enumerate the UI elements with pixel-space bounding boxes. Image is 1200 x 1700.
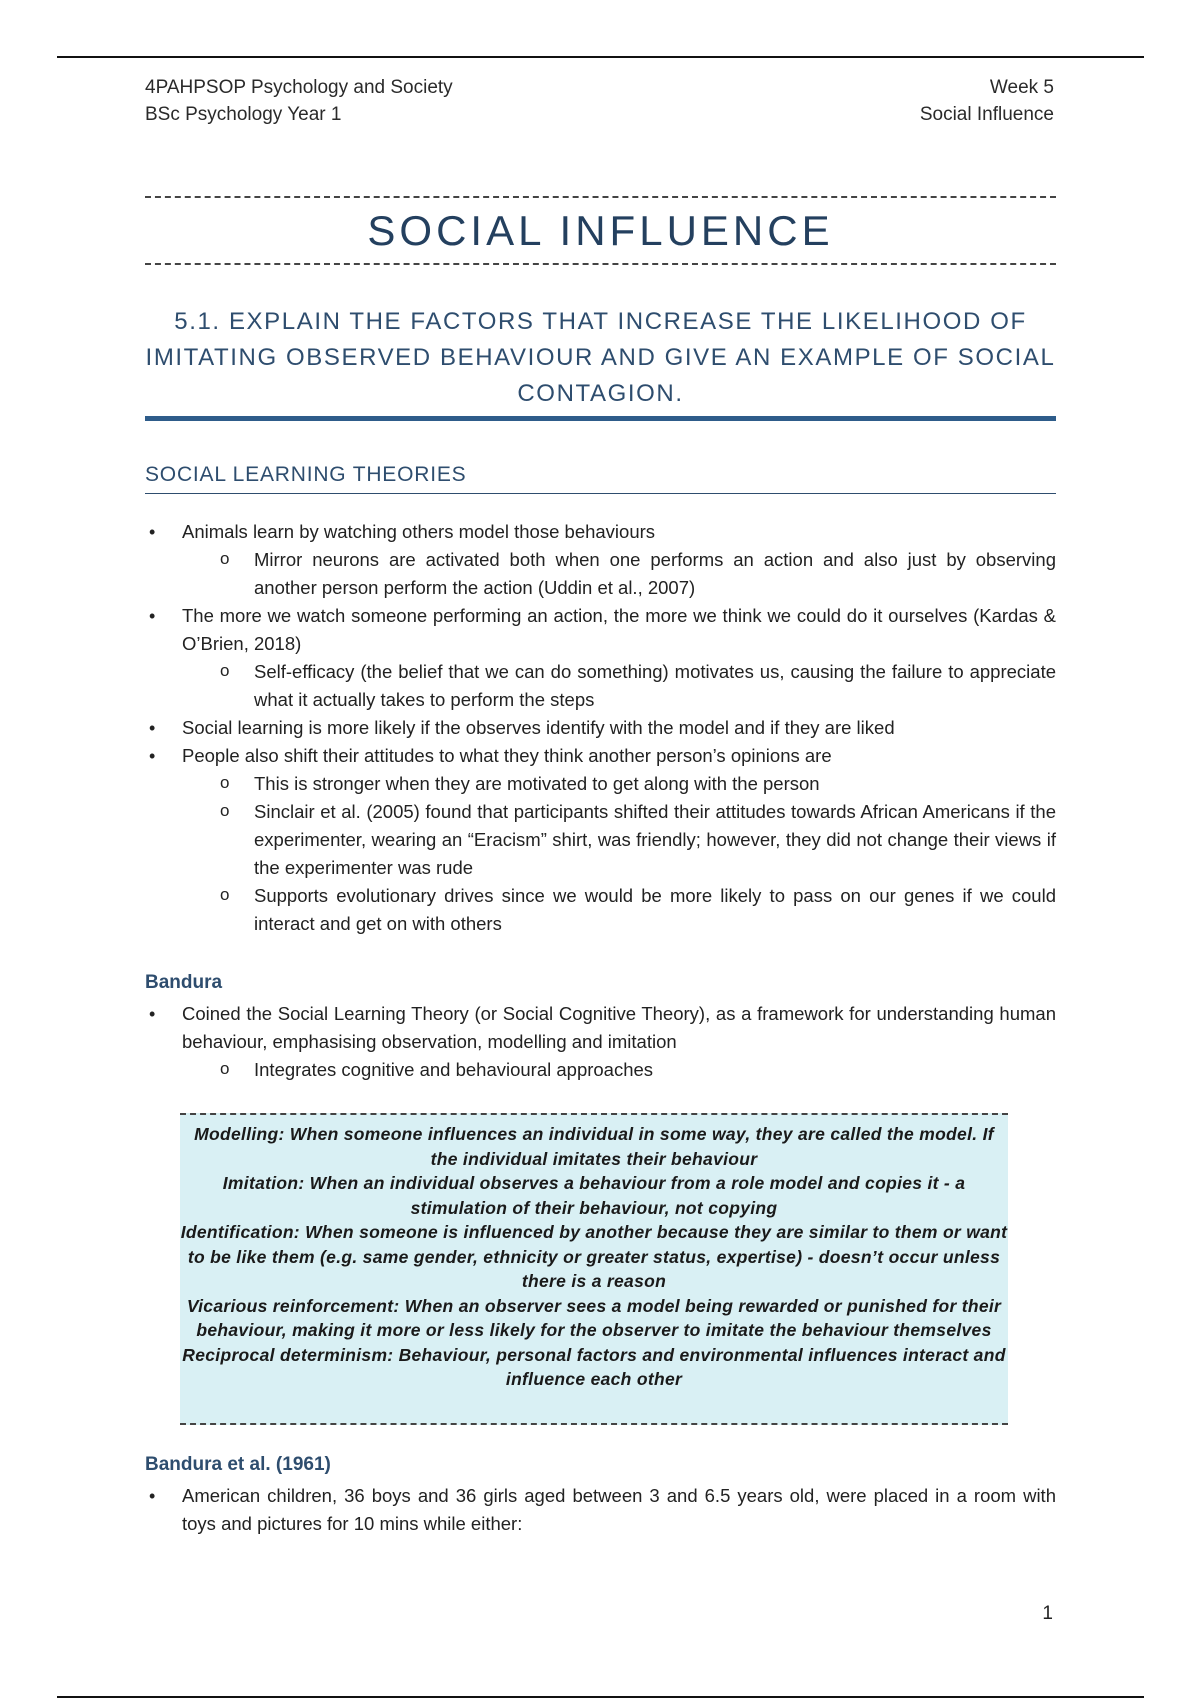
header-left — [145, 74, 453, 128]
list-item: • The more we watch someone performing an action, the more we think we could do it ourselves (Kardas & O’Brien, 2018) — [145, 602, 1056, 658]
list-item: • American children, 36 boys and 36 girls aged between 3 and 6.5 years old, were placed in a room with toys and pictures for 10 mins while either: — [145, 1482, 1056, 1538]
bandura-1961-list — [145, 1482, 1056, 1538]
bandura-1961-heading: Bandura et al. (1961) — [145, 1454, 331, 1475]
learning-objective: 5.1. EXPLAIN THE FACTORS THAT INCREASE THE LIKELIHOOD OF IMITATING OBSERVED BEHAVIOUR AND GIVE AN EXAMPLE OF SOCIAL CONTAGION. — [145, 308, 1056, 407]
page-number: 1 — [1042, 1603, 1053, 1624]
page-title: SOCIAL INFLUENCE — [367, 206, 834, 254]
sub-list-item: o Sinclair et al. (2005) found that participants shifted their attitudes towards African Americans if the experimenter, wearing an “Eracism” shirt, was friendly; however, they did not change their views if the experimenter was rude — [145, 798, 1056, 882]
title-box — [145, 196, 1056, 265]
list-item: • People also shift their attitudes to what they think another person’s opinions are — [145, 742, 1056, 770]
list-item: • Coined the Social Learning Theory (or Social Cognitive Theory), as a framework for understanding human behaviour, emphasising observation, modelling and imitation — [145, 1000, 1056, 1056]
objective-rule — [145, 416, 1056, 421]
header-right — [920, 74, 1054, 128]
definitions-box — [180, 1113, 1008, 1425]
social-learning-list — [145, 518, 1056, 938]
bandura-heading: Bandura — [145, 972, 223, 993]
sub-list-item: o This is stronger when they are motivated to get along with the person — [145, 770, 1056, 798]
sub-list-item: o Supports evolutionary drives since we would be more likely to pass on our genes if we could interact and get on with others — [145, 882, 1056, 938]
definition-modelling: Modelling: When someone influences an individual in some way, they are called the model. If the individual imitates their behaviour — [194, 1124, 994, 1169]
sub-list-item: o Self-efficacy (the belief that we can do something) motivates us, causing the failure to appreciate what it actually takes to perform the steps — [145, 658, 1056, 714]
sub-list-item: o Integrates cognitive and behavioural approaches — [145, 1056, 1056, 1084]
section-heading: SOCIAL LEARNING THEORIES — [145, 463, 1056, 494]
bandura-list — [145, 1000, 1056, 1084]
programme: BSc Psychology Year 1 — [145, 104, 342, 125]
topic-label: Social Influence — [919, 104, 1054, 125]
course-title: 4PAHPSOP Psychology and Society — [145, 77, 453, 98]
definition-vicarious-reinforcement: Vicarious reinforcement: When an observer sees a model being rewarded or punished for their behaviour, making it more or less likely for the observer to imitate the behaviour themselves — [186, 1295, 1002, 1340]
list-item: • Animals learn by watching others model those behaviours — [145, 518, 1056, 546]
definition-reciprocal-determinism: Reciprocal determinism: Behaviour, personal factors and environmental influences interact and influence each other — [182, 1344, 1006, 1389]
top-rule — [57, 56, 1144, 58]
week-label: Week 5 — [989, 77, 1054, 98]
sub-list-item: o Mirror neurons are activated both when one performs an action and also just by observing another person perform the action (Uddin et al., 2007) — [145, 546, 1056, 602]
definition-identification: Identification: When someone is influenced by another because they are similar to them or want to be like them (e.g. same gender, ethnicity or greater status, expertise) - doesn’t occur unless there is a reason — [180, 1222, 1008, 1291]
bottom-rule — [57, 1696, 1144, 1698]
list-item: • Social learning is more likely if the observes identify with the model and if they are liked — [145, 714, 1056, 742]
definition-imitation: Imitation: When an individual observes a behaviour from a role model and copies it - a stimulation of their behaviour, not copying — [222, 1173, 966, 1218]
